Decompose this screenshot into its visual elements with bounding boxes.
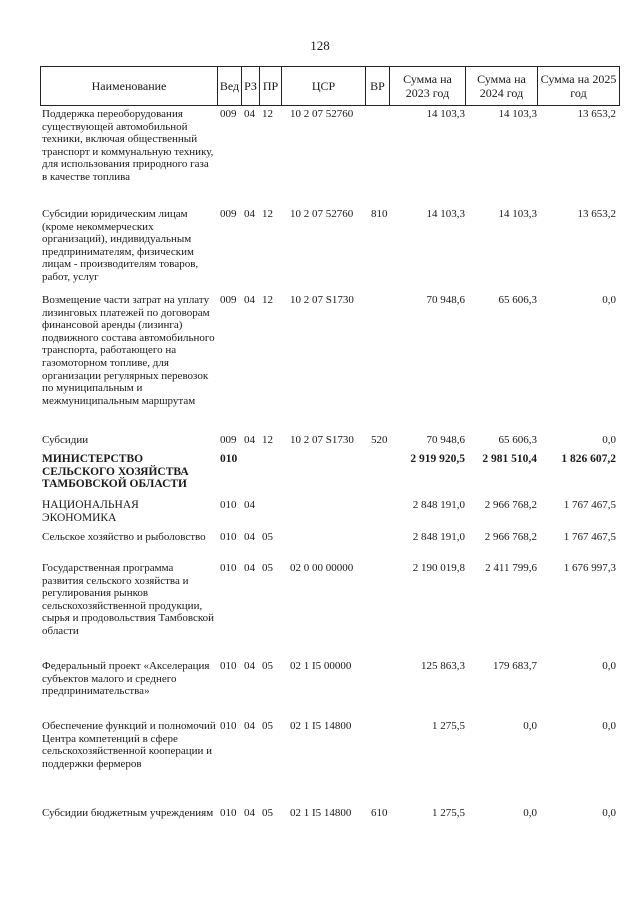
row-sum-2024: 2 966 768,2: [484, 499, 537, 511]
row-ved: 009: [220, 208, 237, 220]
row-ved: 010: [220, 531, 237, 543]
row-pr: 12: [262, 434, 273, 446]
row-sum-2025: 0,0: [602, 720, 616, 732]
row-rz: 04: [244, 499, 255, 511]
row-pr: 12: [262, 208, 273, 220]
row-name: Сельское хозяйство и рыболовство: [42, 531, 206, 543]
row-rz: 04: [244, 720, 255, 732]
row-sum-2025: 13 653,2: [577, 108, 616, 120]
row-sum-2024: 2 966 768,2: [484, 531, 537, 543]
page-number: 128: [310, 38, 330, 53]
row-sum-2023: 14 103,3: [426, 108, 465, 120]
row-pr: 05: [262, 531, 273, 543]
row-ved: 010: [220, 453, 238, 465]
row-pr: 12: [262, 294, 273, 306]
row-sum-2024: 0,0: [523, 720, 537, 732]
header-sum-2024: Сумма на 2024 год: [466, 67, 538, 105]
row-vr: 810: [371, 208, 388, 220]
row-ved: 009: [220, 434, 237, 446]
row-sum-2023: 70 948,6: [426, 294, 465, 306]
row-rz: 04: [244, 807, 255, 819]
row-pr: 05: [262, 720, 273, 732]
row-sum-2025: 13 653,2: [577, 208, 616, 220]
row-name: Субсидии бюджетным учреждениям: [42, 807, 214, 819]
row-ved: 010: [220, 807, 237, 819]
row-sum-2023: 1 275,5: [432, 720, 465, 732]
row-sum-2025: 0,0: [602, 434, 616, 446]
row-ved: 009: [220, 108, 237, 120]
row-sum-2023: 14 103,3: [426, 208, 465, 220]
row-csr: 10 2 07 S1730: [290, 294, 354, 306]
row-ved: 010: [220, 562, 237, 574]
row-sum-2025: 1 676 997,3: [563, 562, 616, 574]
row-rz: 04: [244, 108, 255, 120]
row-sum-2025: 0,0: [602, 294, 616, 306]
row-pr: 05: [262, 562, 273, 574]
header-pr: ПР: [260, 67, 282, 105]
row-sum-2024: 65 606,3: [498, 294, 537, 306]
row-rz: 04: [244, 562, 255, 574]
row-sum-2023: 70 948,6: [426, 434, 465, 446]
header-ved: Вед: [218, 67, 242, 105]
row-sum-2023: 2 848 191,0: [412, 531, 465, 543]
header-name: Наименование: [40, 67, 218, 105]
row-ved: 010: [220, 720, 237, 732]
row-sum-2023: 2 848 191,0: [412, 499, 465, 511]
header-csr: ЦСР: [282, 67, 366, 105]
row-rz: 04: [244, 208, 255, 220]
row-name: Субсидии: [42, 434, 89, 446]
row-name: Субсидии юридическим лицам (кроме некоммерческих организаций), индивидуальным предпринимателям, физическим лицам - производителям товаров, работ, услуг: [42, 208, 199, 283]
row-csr: 10 2 07 S1730: [290, 434, 354, 446]
row-csr: 02 1 I5 14800: [290, 807, 352, 819]
row-sum-2024: 14 103,3: [498, 108, 537, 120]
row-ved: 010: [220, 499, 237, 511]
row-sum-2024: 2 411 799,6: [485, 562, 537, 574]
row-rz: 04: [244, 531, 255, 543]
row-csr: 02 1 I5 14800: [290, 720, 352, 732]
row-sum-2025: 1 767 467,5: [563, 499, 616, 511]
row-csr: 10 2 07 52760: [290, 108, 354, 120]
row-csr: 02 0 00 00000: [290, 562, 354, 574]
row-name: Государственная программа развития сельского хозяйства и регулирования рынков сельскохозяйственной продукции, сырья и продовольствия Тамбовской области: [42, 562, 215, 637]
row-sum-2025: 1 826 607,2: [561, 453, 616, 465]
header-sum-2023: Сумма на 2023 год: [390, 67, 466, 105]
row-sum-2025: 1 767 467,5: [563, 531, 616, 543]
row-sum-2024: 14 103,3: [498, 208, 537, 220]
row-vr: 610: [371, 807, 388, 819]
row-sum-2025: 0,0: [602, 660, 616, 672]
row-ved: 010: [220, 660, 237, 672]
header-sum-2025: Сумма на 2025 год: [538, 67, 620, 105]
row-pr: 12: [262, 108, 273, 120]
row-rz: 04: [244, 434, 255, 446]
row-name: Федеральный проект «Акселерация субъектов малого и среднего предпринимательства»: [42, 660, 210, 698]
row-sum-2024: 0,0: [523, 807, 537, 819]
row-csr: 10 2 07 52760: [290, 208, 354, 220]
row-sum-2024: 179 683,7: [493, 660, 537, 672]
row-sum-2023: 2 919 920,5: [410, 453, 465, 465]
row-vr: 520: [371, 434, 388, 446]
row-name: Возмещение части затрат на уплату лизинговых платежей по договорам финансовой аренды (лизинга) подвижного состава автомобильного транспорта, работающего на газомоторном топливе, для организации регулярных перевозок по муниципальным и межмуниципальным маршрутам: [42, 294, 215, 407]
row-rz: 04: [244, 660, 255, 672]
row-csr: 02 1 I5 00000: [290, 660, 352, 672]
row-sum-2023: 125 863,3: [421, 660, 465, 672]
row-name: Обеспечение функций и полномочий Центра компетенций в сфере сельскохозяйственной кооперации и поддержки фермеров: [42, 720, 216, 770]
table-header: [40, 66, 620, 106]
row-name: Поддержка переоборудования существующей автомобильной техники, включая общественный транспорт и коммунальную технику, для использования природного газа в качестве топлива: [42, 108, 214, 183]
row-ved: 009: [220, 294, 237, 306]
row-sum-2024: 2 981 510,4: [482, 453, 537, 465]
row-rz: 04: [244, 294, 255, 306]
row-pr: 05: [262, 807, 273, 819]
row-name: МИНИСТЕРСТВО СЕЛЬСКОГО ХОЗЯЙСТВА ТАМБОВСКОЙ ОБЛАСТИ: [42, 453, 189, 491]
row-sum-2023: 1 275,5: [432, 807, 465, 819]
row-pr: 05: [262, 660, 273, 672]
row-sum-2025: 0,0: [602, 807, 616, 819]
row-name: НАЦИОНАЛЬНАЯ ЭКОНОМИКА: [42, 499, 139, 524]
row-sum-2023: 2 190 019,8: [412, 562, 465, 574]
header-vr: ВР: [366, 67, 390, 105]
header-rz: РЗ: [242, 67, 260, 105]
row-sum-2024: 65 606,3: [498, 434, 537, 446]
